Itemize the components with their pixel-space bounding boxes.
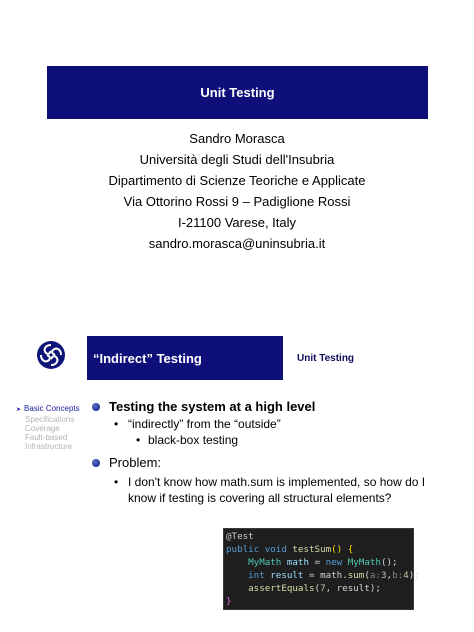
title-banner	[47, 66, 428, 119]
code-token: 3	[380, 570, 387, 581]
sub-sub-bullet-black-box	[91, 432, 451, 448]
bullet-problem	[91, 454, 451, 472]
nav-item-coverage: Coverage	[25, 424, 60, 433]
code-token: }	[226, 596, 232, 607]
section-nav	[16, 404, 80, 451]
code-token: (	[364, 570, 370, 581]
author-university: Università degli Studi dell'Insubria	[139, 152, 335, 167]
bullet-text: Problem:	[109, 455, 162, 470]
bullet-text: “indirectly” from the “outside”	[128, 417, 281, 431]
code-token: () {	[331, 544, 354, 555]
bullet-text-line2: know if testing is covering all structural elements?	[128, 491, 392, 505]
nav-item-fault-based: Fault-based	[25, 433, 68, 442]
bullet-marker-icon: •	[114, 475, 119, 489]
code-line	[226, 569, 420, 582]
code-token: =	[309, 557, 326, 568]
bullet-dot-icon	[92, 459, 100, 467]
code-token: math	[286, 557, 309, 568]
code-token: 7	[320, 583, 326, 594]
code-token: MyMath	[347, 557, 381, 568]
code-token: MyMath	[226, 557, 287, 568]
code-token: sum	[347, 570, 365, 581]
sub-bullet-math-sum	[91, 474, 451, 506]
bullet-marker-icon: •	[114, 417, 119, 431]
code-token: void	[264, 544, 293, 555]
author-name: Sandro Morasca	[189, 131, 285, 146]
code-token: testSum	[292, 544, 332, 555]
nav-item-basic-concepts: ➤ Basic Concepts	[16, 404, 80, 415]
code-token: = math.	[303, 570, 348, 581]
code-line	[226, 595, 413, 608]
slide-content	[91, 398, 451, 506]
bullet-dot-icon	[92, 403, 100, 411]
code-token: new	[325, 557, 348, 568]
nav-item-specifications: Specifications	[25, 415, 75, 424]
university-logo-icon	[36, 340, 66, 370]
author-email: sandro.morasca@uninsubria.it	[148, 236, 326, 251]
bullet-marker-icon: •	[136, 433, 141, 447]
slide-title	[87, 336, 283, 380]
bullet-text: Testing the system at a high level	[109, 399, 316, 414]
author-address: Via Ottorino Rossi 9 – Padiglione Rossi	[123, 194, 351, 209]
code-token: result	[270, 570, 304, 581]
code-line	[226, 530, 413, 543]
slide-title-text: “Indirect” Testing	[93, 350, 202, 366]
code-token: @Test	[226, 531, 254, 542]
code-token: int	[226, 570, 271, 581]
code-line	[226, 582, 413, 595]
code-token: 4	[403, 570, 409, 581]
author-block	[0, 128, 474, 254]
code-token: public	[226, 544, 265, 555]
bullet-text-line1: I don't know how math.sum is implemented, so how do I	[128, 475, 426, 489]
author-department: Dipartimento di Scienze Teoriche e Applicate	[108, 173, 366, 188]
code-line	[226, 556, 413, 569]
code-token: ,	[386, 570, 393, 581]
code-token: (	[314, 583, 321, 594]
code-token: b:	[392, 570, 404, 581]
code-snippet	[223, 528, 420, 610]
sub-bullet-indirectly	[91, 416, 451, 432]
banner-title: Unit Testing	[200, 85, 275, 100]
code-token: ();	[380, 557, 398, 568]
author-city: I-21100 Varese, Italy	[177, 215, 297, 230]
bullet-testing-high-level	[91, 398, 451, 416]
code-token: , result);	[325, 583, 381, 594]
slide-header-label: Unit Testing	[297, 353, 355, 364]
bullet-text: black-box testing	[148, 433, 239, 447]
code-token: );	[408, 570, 420, 581]
code-token: a:	[369, 570, 381, 581]
code-line	[226, 543, 413, 556]
nav-item-infrastructure: Infrastructure	[25, 442, 73, 451]
code-token: assertEquals	[226, 583, 315, 594]
